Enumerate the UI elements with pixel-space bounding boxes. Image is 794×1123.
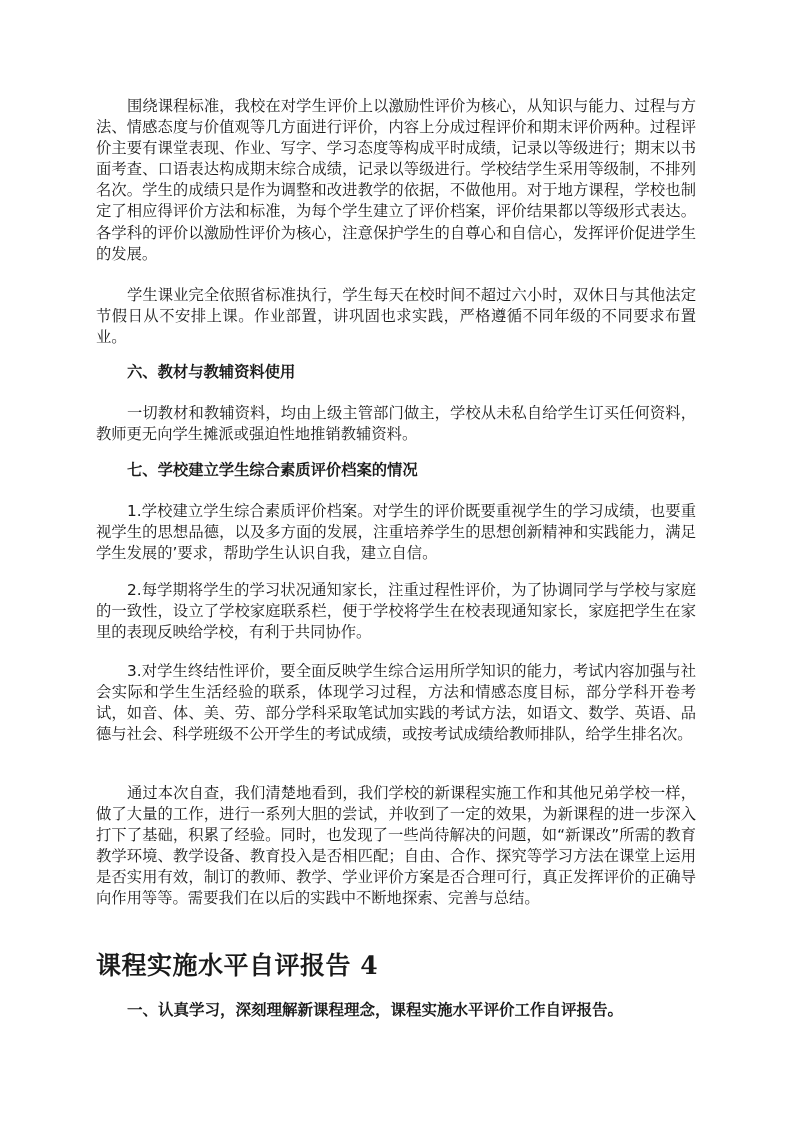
section-heading-quality-archive: 七、学校建立学生综合素质评价档案的情况 bbox=[127, 461, 418, 479]
report-title: 课程实施水平自评报告 4 bbox=[96, 951, 379, 980]
paragraph-archive-3: 3.对学生终结性评价，要全面反映学生综合运用所学知识的能力，考试内容加强与社会实际和学生生活经验的联系，体现学习过程，方法和情感态度目标，部分学科开卷考试，如音、体、美、劳、部分学科采取笔试加实践的考试方法，如语文、数学、英语、品德与社会、科学班级不公开学生的考试成绩，或按考试成绩给教师排队，给学生排名次。 bbox=[96, 662, 696, 744]
paragraph-archive-1: 1.学校建立学生综合素质评价档案。对学生的评价既要重视学生的学习成绩，也要重视学生的思想品德，以及多方面的发展，注重培养学生的思想创新精神和实践能力，满足学生发展的’要求，帮助学生认识自我，建立自信。 bbox=[96, 502, 696, 563]
paragraph-evaluation: 围绕课程标准，我校在对学生评价上以激励性评价为核心，从知识与能力、过程与方法、情感态度与价值观等几方面进行评价，内容上分成过程评价和期末评价两种。过程评价主要有课堂表现、作业、写字、学习态度等构成平时成绩，记录以等级进行；期末以书面考查、口语表达构成期末综合成绩，记录以等级进行。学校结学生采用等级制，不排列名次。学生的成绩只是作为调整和改进教学的依据，不做他用。对于地方课程，学校也制定了相应得评价方法和标准，为每个学生建立了评价档案，评价结果都以等级形式表达。各学科的评价以激励性评价为核心，注意保护学生的自尊心和自信心，发挥评价促进学生的发展。 bbox=[96, 97, 696, 263]
paragraph-homework: 学生课业完全依照省标准执行，学生每天在校时间不超过六小时，双休日与其他法定节假日从不安排上课。作业部置，讲巩固也求实践，严格遵循不同年级的不同要求布置业。 bbox=[96, 286, 696, 347]
paragraph-materials: 一切教材和教辅资料，均由上级主管部门做主，学校从未私自给学生订买任何资料，教师更无向学生摊派或强迫性地推销教辅资料。 bbox=[96, 404, 696, 444]
section-heading-materials: 六、教材与教辅资料使用 bbox=[127, 363, 296, 381]
paragraph-archive-2: 2.每学期将学生的学习状况通知家长，注重过程性评价，为了协调同学与学校与家庭的一致性，设立了学校家庭联系栏，便于学校将学生在校表现通知家长，家庭把学生在家里的表现反映给学校，有利于共同协作。 bbox=[96, 581, 696, 642]
report-subheading: 一、认真学习，深刻理解新课程理念，课程实施水平评价工作自评报告。 bbox=[127, 1001, 624, 1019]
paragraph-summary: 通过本次自查，我们清楚地看到，我们学校的新课程实施工作和其他兄弟学校一样，做了大量的工作，进行一系列大胆的尝试，并收到了一定的效果，为新课程的进一步深入打下了基础，积累了经验。同时，也发现了一些尚待解决的问题，如“新课改”所需的教育教学环境、教学设备、教育投入是否相匹配；自由、合作、探究等学习方法在课堂上运用是否实用有效，制订的教师、教学、学业评价方案是否合理可行，真正发挥评价的正确导向作用等等。需要我们在以后的实践中不断地探索、完善与总结。 bbox=[96, 784, 696, 908]
